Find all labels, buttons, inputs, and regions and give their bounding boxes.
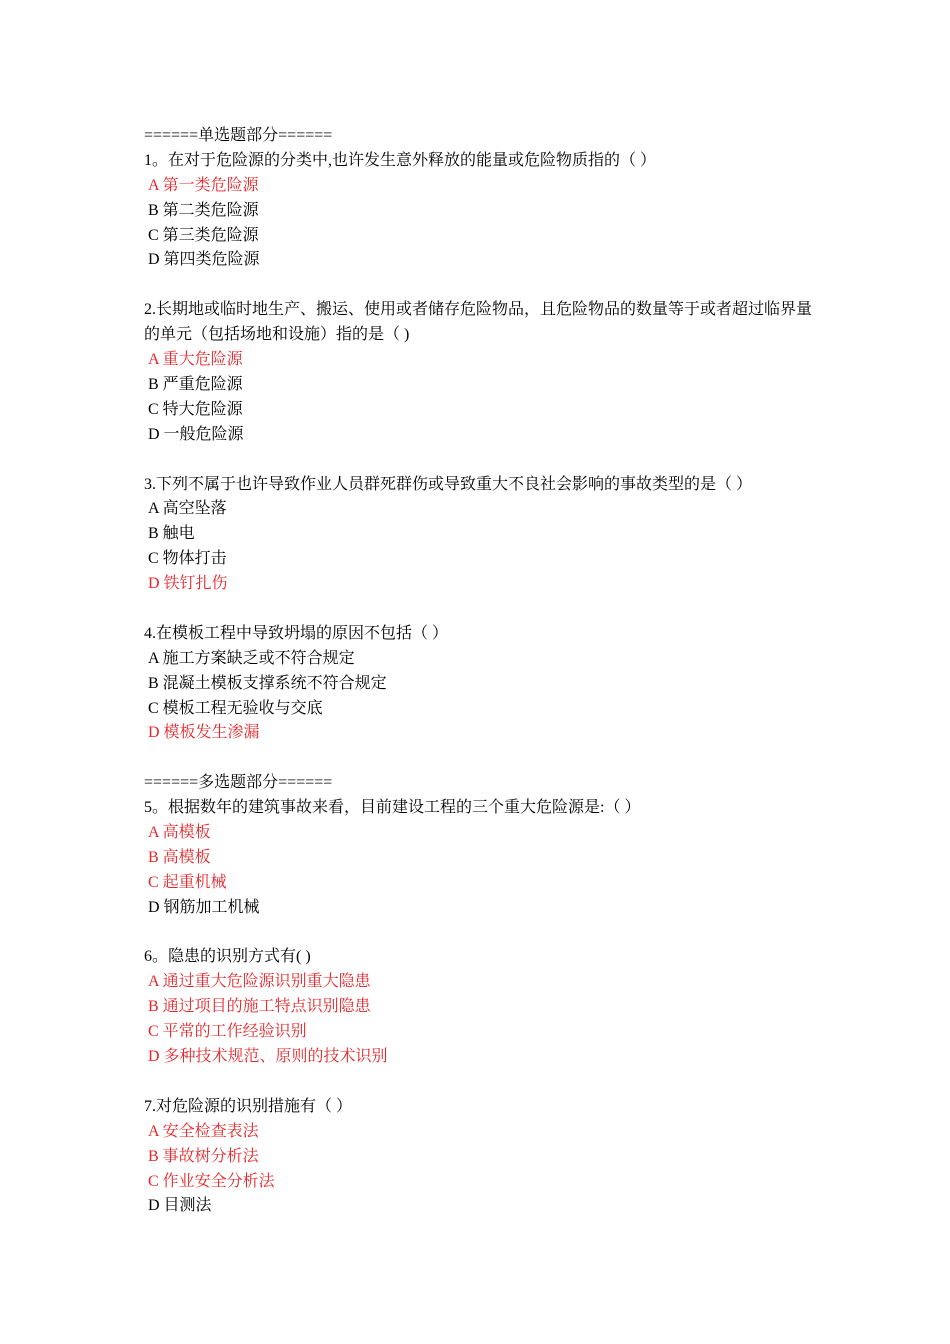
multi-choice-section-header: ======多选题部分====== <box>144 774 333 792</box>
answer-option: D 目测法 <box>148 1197 212 1215</box>
answer-option: D 第四类危险源 <box>148 251 260 269</box>
answer-option-correct: A 安全检查表法 <box>148 1122 259 1140</box>
answer-option-correct: C 作业安全分析法 <box>148 1172 275 1190</box>
answer-option: B 严重危险源 <box>148 375 243 393</box>
question-text: 5。根据数年的建筑事故来看，目前建设工程的三个重大危险源是:（ ） <box>144 799 641 817</box>
answer-option: C 模板工程无验收与交底 <box>148 699 323 717</box>
question-block <box>144 622 824 746</box>
answer-option: C 第三类危险源 <box>148 226 259 244</box>
answer-option-correct: B 通过项目的施工特点识别隐患 <box>148 998 371 1016</box>
question-gap <box>144 273 824 298</box>
answer-option-correct: A 重大危险源 <box>148 351 243 369</box>
question-text: 6。隐患的识别方式有( ) <box>144 948 311 966</box>
answer-option-correct: D 多种技术规范、原则的技术识别 <box>148 1048 388 1066</box>
answer-option: B 触电 <box>148 525 195 543</box>
multi-choice-questions <box>144 796 824 1219</box>
answer-option-correct: B 高模板 <box>148 848 211 866</box>
answer-option-correct: D 铁钉扎伤 <box>148 575 228 593</box>
answer-option: B 第二类危险源 <box>148 201 259 219</box>
answer-option: A 施工方案缺乏或不符合规定 <box>148 649 355 667</box>
question-block <box>144 796 824 920</box>
answer-option-correct: C 平常的工作经验识别 <box>148 1023 307 1041</box>
answer-option-correct: B 事故树分析法 <box>148 1147 259 1165</box>
question-text: 7.对危险源的识别措施有（ ） <box>144 1097 353 1115</box>
answer-option-correct: C 起重机械 <box>148 873 227 891</box>
question-block <box>144 1095 824 1219</box>
answer-option-correct: A 第一类危险源 <box>148 176 259 194</box>
single-choice-section-header: ======单选题部分====== <box>144 127 333 144</box>
answer-option: D 钢筋加工机械 <box>148 898 260 916</box>
question-block <box>144 298 824 447</box>
answer-option-correct: A 通过重大危险源识别重大隐患 <box>148 973 371 991</box>
single-choice-questions <box>144 149 824 746</box>
question-text: 1。在对于危险源的分类中,也许发生意外释放的能量或危险物质指的（ ） <box>144 151 657 169</box>
question-text: 2.长期地或临时地生产、搬运、使用或者储存危险物品，且危险物品的数量等于或者超过临界量的单元（包括场地和设施）指的是（ ) <box>144 301 813 344</box>
answer-option: B 混凝土模板支撑系统不符合规定 <box>148 674 387 692</box>
answer-option: C 特大危险源 <box>148 400 243 418</box>
question-text: 3.下列不属于也许导致作业人员群死群伤或导致重大不良社会影响的事故类型的是（ ） <box>144 475 753 493</box>
question-block <box>144 945 824 1069</box>
question-gap <box>144 448 824 473</box>
answer-option-correct: A 高模板 <box>148 824 211 842</box>
question-block <box>144 149 824 273</box>
document-body <box>144 124 824 1219</box>
answer-option-correct: D 模板发生渗漏 <box>148 724 260 742</box>
question-gap <box>144 1070 824 1095</box>
question-gap <box>144 597 824 622</box>
answer-option: D 一般危险源 <box>148 425 244 443</box>
question-text: 4.在模板工程中导致坍塌的原因不包括（ ） <box>144 624 449 642</box>
question-block <box>144 473 824 597</box>
section-gap <box>144 746 824 771</box>
answer-option: C 物体打击 <box>148 550 227 568</box>
answer-option: A 高空坠落 <box>148 500 227 518</box>
question-gap <box>144 921 824 946</box>
